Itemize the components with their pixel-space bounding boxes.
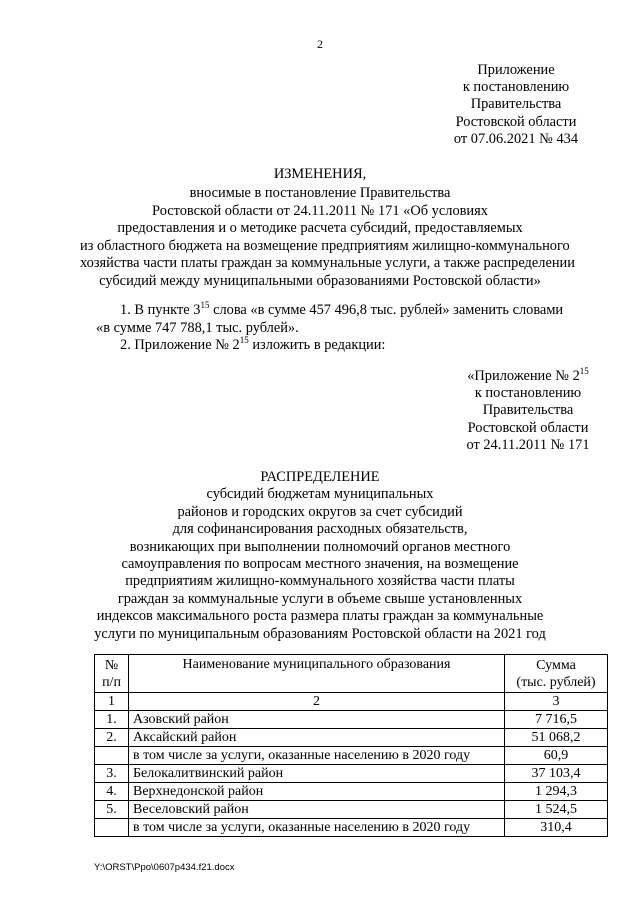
paragraph-2 <box>96 337 635 355</box>
row-num: 5. <box>95 801 129 819</box>
row-name: в том числе за услуги, оказанные населению в 2020 году <box>129 747 505 765</box>
distribution-line: субсидий бюджетам муниципальных <box>206 486 434 503</box>
row-sum: 51 068,2 <box>505 729 608 747</box>
row-sum: 60,9 <box>505 747 608 765</box>
appendix-2-line: Правительства <box>482 402 574 419</box>
changes-line: из областного бюджета на возмещение предприятиям жилищно-коммунального <box>80 237 570 254</box>
header-num <box>95 655 129 693</box>
distribution-heading: РАСПРЕДЕЛЕНИЕ <box>260 469 380 485</box>
distribution-table <box>94 654 608 837</box>
appendix-2-line: к постановлению <box>474 385 582 402</box>
row-name: в том числе за услуги, оказанные населению в 2020 году <box>129 819 505 837</box>
distribution-line: услуги по муниципальным образованиям Ростовской области на 2021 год <box>94 625 546 642</box>
table-row <box>95 783 608 801</box>
distribution-line: районов и городских округов за счет субсидий <box>177 503 463 520</box>
appendix-line: Ростовской области <box>455 113 577 130</box>
appendix-line: к постановлению <box>462 79 570 96</box>
distribution-line: индексов максимального роста размера платы граждан за коммунальные <box>96 608 544 625</box>
row-name: Верхнедонской район <box>129 783 505 801</box>
table-row <box>95 747 608 765</box>
appendix-2-line: от 24.11.2011 № 171 <box>466 436 590 453</box>
paragraph-2-text-a: 2. Приложение № 2 <box>120 337 240 353</box>
appendix-line: Приложение <box>477 62 555 78</box>
table-header-row <box>95 655 608 693</box>
appendix-2-first-line: «Приложение № 2 <box>467 368 580 384</box>
appendix-line: Правительства <box>470 96 562 113</box>
paragraph-1-line-2: «в сумме 747 788,1 тыс. рублей». <box>96 319 299 336</box>
changes-line: хозяйства части платы граждан за коммунальные услуги, а также распределении <box>80 255 575 271</box>
index-cell: 2 <box>129 693 505 711</box>
header-num-line-1: № <box>104 657 119 673</box>
header-num-line-2: п/п <box>102 674 121 690</box>
table-row <box>95 729 608 747</box>
header-sum-line-1: Сумма <box>536 657 576 673</box>
row-name: Азовский район <box>129 711 505 729</box>
changes-heading: ИЗМЕНЕНИЯ, <box>273 166 367 182</box>
table-index-row <box>95 693 608 711</box>
row-num <box>95 819 129 837</box>
appendix-header <box>430 62 602 148</box>
changes-line: Ростовской области от 24.11.2011 № 171 «Об условиях <box>152 202 488 219</box>
superscript: 15 <box>239 335 249 345</box>
distribution-title-block <box>80 469 560 643</box>
changes-line: предоставления и о методике расчета субсидий, предоставляемых <box>117 220 523 236</box>
superscript: 15 <box>579 366 589 376</box>
changes-title-block <box>80 166 575 290</box>
index-cell: 1 <box>95 693 129 711</box>
table-row <box>95 801 608 819</box>
page-number: 2 <box>317 37 323 51</box>
header-name: Наименование муниципального образования <box>129 655 505 693</box>
distribution-line: граждан за коммунальные услуги в объеме свыше установленных <box>117 590 523 607</box>
table-row <box>95 819 608 837</box>
paragraph-1-text-b: слова «в сумме 457 496,8 тыс. рублей» заменить словами <box>209 302 564 318</box>
superscript: 15 <box>200 300 210 310</box>
paragraph-1-text-a: 1. В пункте 3 <box>120 302 201 318</box>
paragraph-1 <box>96 302 611 337</box>
footer-file-path: Y:\ORST\Ppo\0607p434.f21.docx <box>94 862 235 873</box>
distribution-line: предприятиям жилищно-коммунального хозяйства части платы <box>125 573 515 590</box>
row-name: Белокалитвинский район <box>129 765 505 783</box>
appendix-line: от 07.06.2021 № 434 <box>453 130 579 147</box>
distribution-line: возникающих при выполнении полномочий органов местного <box>129 538 511 555</box>
row-sum: 37 103,4 <box>505 765 608 783</box>
row-sum: 7 716,5 <box>505 711 608 729</box>
row-num: 1. <box>95 711 129 729</box>
row-num <box>95 747 129 765</box>
row-sum: 310,4 <box>505 819 608 837</box>
row-sum: 1 294,3 <box>505 783 608 801</box>
appendix-2-header <box>438 368 618 454</box>
distribution-line: самоуправления по вопросам местного значения, на возмещение <box>121 556 519 573</box>
row-num: 4. <box>95 783 129 801</box>
row-num: 3. <box>95 765 129 783</box>
distribution-line: для софинансирования расходных обязательств, <box>172 521 468 538</box>
row-num: 2. <box>95 729 129 747</box>
appendix-2-line: Ростовской области <box>467 419 589 436</box>
index-cell: 3 <box>505 693 608 711</box>
changes-line: субсидий между муниципальными образованиями Ростовской области» <box>99 272 541 289</box>
row-name: Аксайский район <box>129 729 505 747</box>
changes-line: вносимые в постановление Правительства <box>189 185 451 201</box>
table-row <box>95 711 608 729</box>
table-row <box>95 765 608 783</box>
header-sum-line-2: (тыс. рублей) <box>516 674 596 690</box>
row-sum: 1 524,5 <box>505 801 608 819</box>
row-name: Веселовский район <box>129 801 505 819</box>
header-sum <box>505 655 608 693</box>
paragraph-2-text-b: изложить в редакции: <box>248 337 386 353</box>
